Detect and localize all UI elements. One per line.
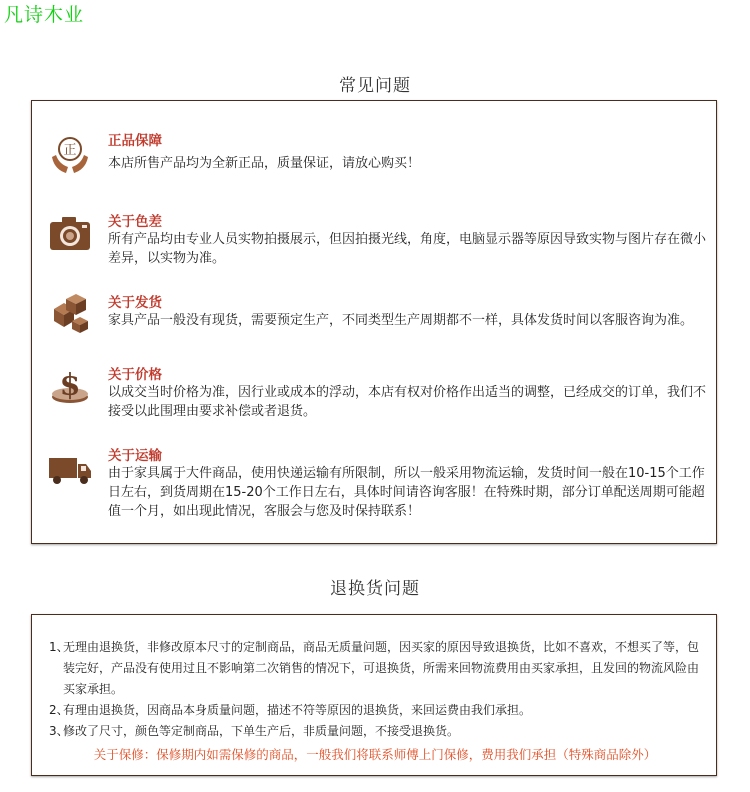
returns-title: 退换货问题 — [330, 579, 420, 599]
watermark-logo-text: 凡诗木业 — [4, 4, 85, 26]
faq-item-title: 关于色差 — [108, 214, 162, 230]
camera-icon — [48, 212, 92, 256]
faq-item-text: 所有产品均由专业人员实物拍摄展示，但因拍摄光线，角度，电脑显示器等原因导致实物与图片存在微小差异，以实物为准。 — [108, 232, 707, 266]
faq-item-text: 家具产品一般没有现货，需要预定生产，不同类型生产周期都不一样，具体发货时间以客服咨询为准。 — [108, 313, 694, 328]
faq-item-text: 由于家具属于大件商品，使用快递运输有所限制，所以一般采用物流运输，发货时间一般在10-15个工作日左右，到货周期在15-20个工作日左右，具体时间请咨询客服！在特殊时期，部分订单配送周期可能超值一个月，如出现此情况，客服会与您及时保持联系！ — [108, 466, 705, 519]
returns-item-text: 无理由退换货，非修改原本尺寸的定制商品，商品无质量问题，因买家的原因导致退换货，比如不喜欢，不想买了等，包装完好，产品没有使用过且不影响第二次销售的情况下，可退换货，所需来回物流费用由买家承担，且发回的物流风险由买家承担。 — [63, 640, 700, 696]
returns-item-number: 2、 — [49, 703, 69, 717]
returns-list — [49, 637, 709, 742]
returns-item-number: 3、 — [49, 724, 69, 738]
truck-icon — [48, 446, 92, 490]
warranty-note: 关于保修：保修期内如需保修的商品，一般我们将联系师傅上门保修，费用我们承担（特殊商品除外） — [93, 747, 657, 762]
returns-item — [49, 637, 709, 700]
returns-item-text: 修改了尺寸，颜色等定制商品，下单生产后，非质量问题，不接受退换货。 — [63, 724, 460, 738]
faq-item-title: 关于运输 — [108, 448, 162, 464]
boxes-icon — [48, 291, 92, 335]
faq-item-text: 以成交当时价格为准，因行业或成本的浮动，本店有权对价格作出适当的调整，已经成交的订单，我们不接受以此围理由要求补偿或者退货。 — [108, 385, 707, 419]
returns-item-text: 有理由退换货，因商品本身质量问题，描述不符等原因的退换货，来回运费由我们承担。 — [63, 703, 532, 717]
svg-text:$: $ — [59, 368, 81, 403]
genuine-hands-icon — [48, 133, 92, 177]
returns-item — [49, 700, 709, 721]
svg-text:正: 正 — [63, 143, 77, 158]
faq-title: 常见问题 — [339, 76, 411, 96]
faq-item-title: 关于发货 — [108, 295, 162, 311]
dollar-icon — [48, 363, 92, 407]
returns-item — [49, 721, 709, 742]
faq-item-title: 关于价格 — [108, 367, 162, 383]
returns-item-number: 1、 — [49, 640, 69, 654]
returns-panel — [31, 614, 717, 776]
faq-item-text: 本店所售产品均为全新正品，质量保证，请放心购买！ — [108, 156, 421, 171]
faq-item-title: 正品保障 — [108, 133, 162, 149]
faq-panel — [31, 100, 717, 544]
